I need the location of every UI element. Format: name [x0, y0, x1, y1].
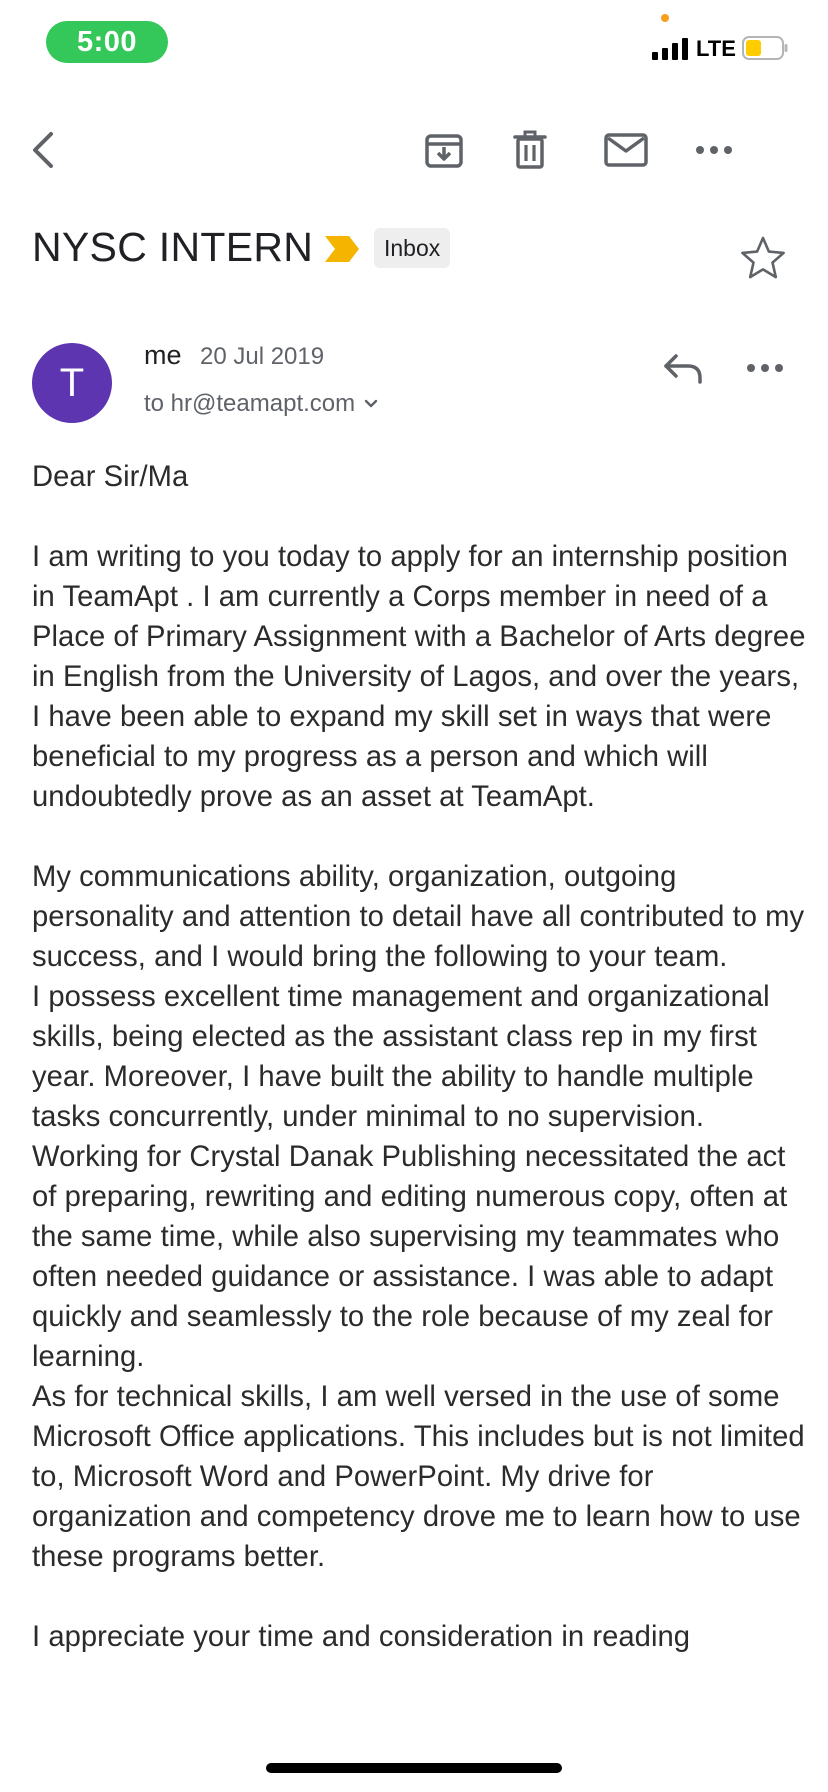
recipient-text: to hr@teamapt.com [144, 390, 356, 417]
sender-avatar[interactable]: T [32, 343, 112, 423]
subject-row [32, 218, 792, 278]
reply-button[interactable] [660, 348, 710, 388]
star-icon [738, 233, 788, 283]
privacy-indicator-icon [661, 14, 669, 22]
trash-icon [513, 130, 547, 170]
mark-unread-button[interactable] [596, 120, 656, 180]
more-options-button[interactable] [684, 120, 744, 180]
back-button[interactable] [14, 120, 74, 180]
back-arrow-icon [27, 130, 61, 170]
battery-icon [742, 36, 788, 60]
status-bar [0, 0, 828, 90]
star-button[interactable] [738, 233, 788, 283]
recipient-details-toggle[interactable] [144, 390, 379, 418]
home-indicator[interactable] [266, 1763, 562, 1773]
body-paragraph-2: My communications ability, organization, outgoing personality and attention to detail have all contributed to my success, and I would bring the following to your team. [32, 861, 805, 973]
reply-icon [660, 348, 710, 388]
sender-name: me [144, 340, 182, 370]
sent-date: 20 Jul 2019 [200, 343, 325, 370]
delete-button[interactable] [500, 120, 560, 180]
email-body [32, 457, 807, 1657]
message-more-button[interactable] [745, 348, 795, 388]
body-greeting: Dear Sir/Ma [32, 461, 189, 493]
body-paragraph-5: I appreciate your time and consideration in reading [32, 1621, 691, 1653]
body-paragraph-1: I am writing to you today to apply for an internship position in TeamApt . I am currently a Corps member in need of a Place of Primary Assignment with a Bachelor of Arts degree in English from the University of Lagos, and over the years, I have been able to expand my skill set in ways that were beneficial to my progress as a person and which will undoubtedly prove as an asset at TeamApt. [32, 541, 806, 813]
importance-marker-icon[interactable] [323, 234, 361, 264]
more-horizontal-icon [694, 144, 734, 156]
status-time: 5:00 [46, 21, 168, 63]
email-subject: NYSC INTERN [32, 224, 314, 270]
body-paragraph-3: I possess excellent time management and organizational skills, being elected as the assistant class rep in my first year. Moreover, I have built the ability to handle multiple tasks concurrently, under minimal to no supervision. Working for Crystal Danak Publishing necessitated the act of preparing, rewriting and editing numerous copy, often at the same time, while also supervising my teammates who often needed guidance or assistance. I was able to adapt quickly and seamlessly to the role because of my zeal for learning. [32, 981, 788, 1373]
inbox-label-badge[interactable]: Inbox [374, 228, 450, 268]
signal-strength-icon [652, 38, 690, 60]
email-toolbar [0, 110, 828, 190]
more-horizontal-icon [745, 348, 785, 388]
archive-icon [424, 130, 464, 170]
body-paragraph-4: As for technical skills, I am well versed in the use of some Microsoft Office applications. This includes but is not limited to, Microsoft Word and PowerPoint. My drive for organization and competency drove me to learn how to use these programs better. [32, 1381, 805, 1573]
chevron-down-icon [363, 398, 379, 410]
mail-icon [604, 132, 648, 168]
network-type: LTE [696, 36, 736, 61]
archive-button[interactable] [414, 120, 474, 180]
